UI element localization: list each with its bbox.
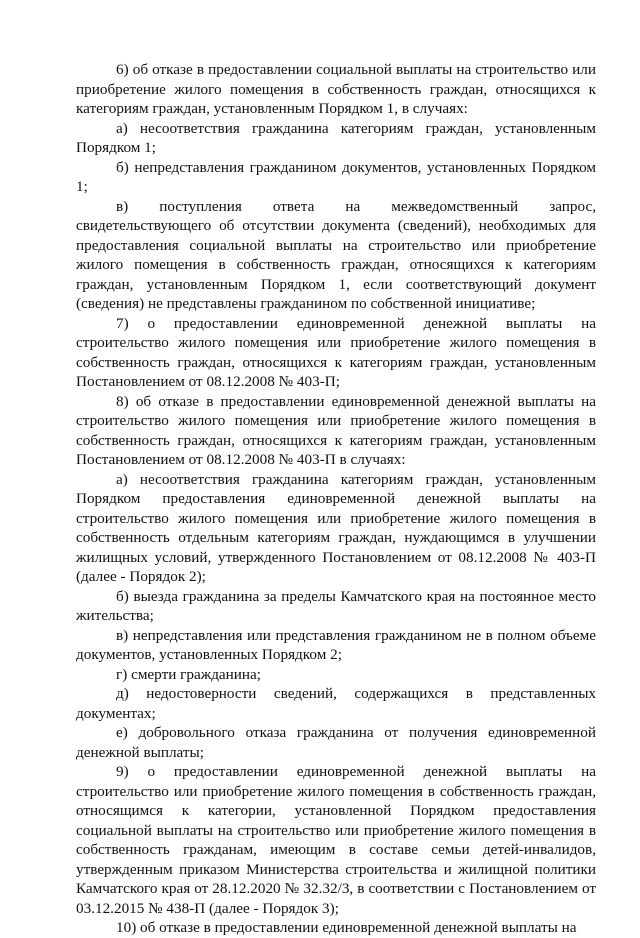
paragraph-item-7: 7) о предоставлении единовременной денежной выплаты на строительство жилого помещения или приобретение жилого помещения в собственность граждан, относящихся к категориям граждан, установленным Постановлением от 08.12.2008 № 403-П; bbox=[76, 314, 596, 390]
document-page bbox=[76, 60, 596, 938]
paragraph-item-10: 10) об отказе в предоставлении единовременной денежной выплаты на bbox=[116, 919, 577, 936]
paragraph-item-8g: г) смерти гражданина; bbox=[116, 665, 262, 683]
paragraph-item-8a: а) несоответствия гражданина категориям граждан, установленным Порядком предоставления единовременной денежной выплаты на строительство жилого помещения или приобретение жилого помещения в собственность отдельным категориям граждан, нуждающимся в улучшении жилищных условий, утвержденного Постановлением от 08.12.2008 № 403-П (далее - Порядок 2); bbox=[76, 470, 596, 585]
paragraph-item-6b: б) непредставления гражданином документов, установленных Порядком 1; bbox=[76, 158, 596, 195]
paragraph-item-8: 8) об отказе в предоставлении единовременной денежной выплаты на строительство жилого помещения или приобретение жилого помещения в собственность граждан, относящихся к категориям граждан, установленным Постановлением от 08.12.2008 № 403-П в случаях: bbox=[76, 392, 596, 468]
paragraph-item-6a: а) несоответствия гражданина категориям граждан, установленным Порядком 1; bbox=[76, 119, 596, 156]
paragraph-item-8e: е) добровольного отказа гражданина от получения единовременной денежной выплаты; bbox=[76, 724, 596, 761]
paragraph-item-8d: д) недостоверности сведений, содержащихся в представленных документах; bbox=[76, 685, 596, 722]
paragraph-item-8b: б) выезда гражданина за пределы Камчатского края на постоянное место жительства; bbox=[76, 587, 596, 624]
paragraph-item-6: 6) об отказе в предоставлении социальной выплаты на строительство или приобретение жилого помещения в собственность граждан, относящихся к категориям граждан, установленным Порядком 1, в случаях: bbox=[76, 61, 596, 117]
paragraph-item-8v: в) непредставления или представления гражданином не в полном объеме документов, установленных Порядком 2; bbox=[76, 626, 596, 663]
paragraph-item-6v: в) поступления ответа на межведомственный запрос, свидетельствующего об отсутствии документа (сведений), необходимых для предоставления социальной выплаты на строительство или приобретение жилого помещения в собственность граждан, относящихся к категориям граждан, установленным Порядком 1, если соответствующий документ (сведения) не представлены гражданином по собственной инициативе; bbox=[76, 197, 596, 312]
paragraph-item-9: 9) о предоставлении единовременной денежной выплаты на строительство или приобретение жилого помещения в собственность граждан, относящимся к категории, установленной Порядком предоставления социальной выплаты на строительство или приобретение жилого помещения в собственность гражданам, имеющим в составе семьи детей-инвалидов, утвержденным приказом Министерства строительства и жилищной политики Камчатского края от 28.12.2020 № 32.32/3, в соответствии с Постановлением от 03.12.2015 № 438-П (далее - Порядок 3); bbox=[76, 763, 596, 917]
